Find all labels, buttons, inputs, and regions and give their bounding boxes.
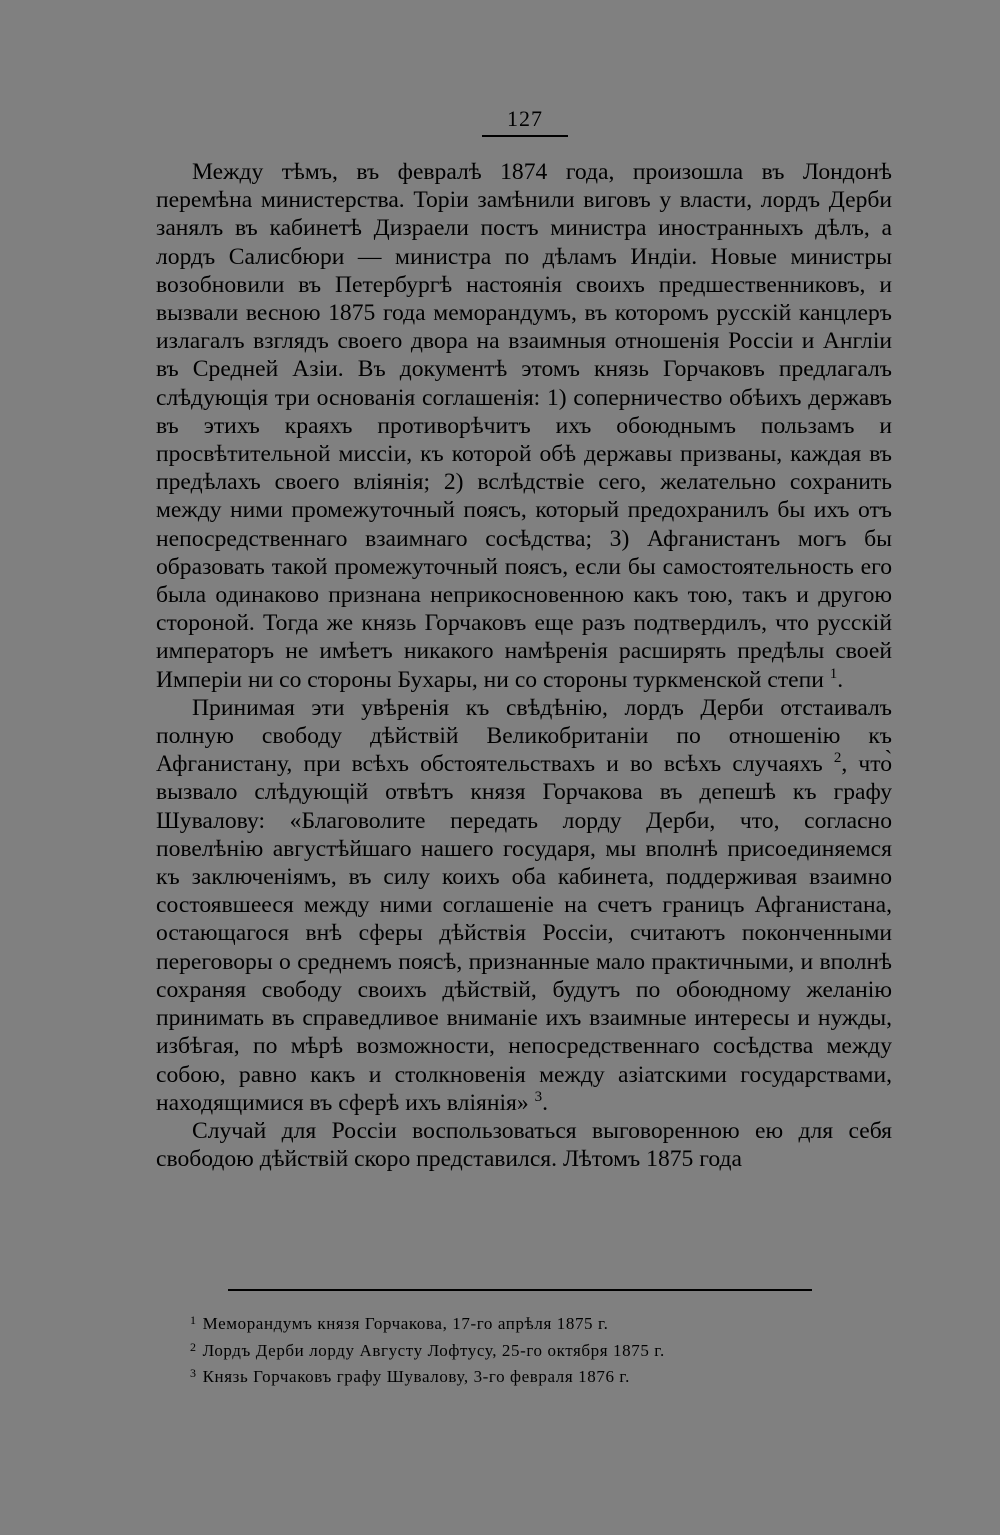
footnote-text: Лордъ Дерби лорду Августу Лофтусу, 25-го октября 1875 г. (202, 1340, 665, 1360)
paragraph-text: Случай для Россіи воспользоваться выговоренною ею для себя свободою дѣйствій скоро представился. Лѣтомъ 1875 года (156, 1117, 892, 1173)
page-number: 127 (507, 106, 543, 131)
paragraph (156, 694, 892, 1117)
paragraph (156, 158, 892, 694)
paragraph (156, 1117, 892, 1173)
paragraph-tail: . (837, 666, 844, 693)
footnotes (190, 1309, 850, 1389)
footnote-reference: 1 (829, 665, 838, 682)
footnote-reference: 3 (534, 1088, 543, 1105)
paragraph-text: Принимая эти увѣренія къ свѣдѣнію, лордъ Дерби отстаивалъ полную свободу дѣйствій Великобританіи по отношенію къ Афганистану, при всѣхъ обстоятельствахъ и во всѣхъ случаяхъ (156, 694, 892, 778)
footnote-separator (228, 1289, 812, 1291)
footnote-reference: 2 (833, 750, 842, 767)
footnote-text: Князь Горчаковъ графу Шувалову, 3-го февраля 1876 г. (202, 1367, 630, 1386)
footnote (190, 1336, 850, 1363)
paragraph-text-continued: , что̀ вызвало слѣдующій отвѣтъ князя Горчакова въ депешѣ къ графу Шувалову: «Благоволите передать лорду Дерби, что, согласно повелѣнію августѣйшаго нашего государя, мы вполнѣ присоединяемся къ заключеніямъ, въ силу коихъ оба кабинета, поддерживая взаимно состоявшееся между ними соглашеніе на счетъ границъ Афганистана, остающагося внѣ сферы дѣйствія Россіи, считаютъ поконченными переговоры о среднемъ поясѣ, признанные мало практичными, и вполнѣ сохраняя свободу своихъ дѣйствій, будутъ по обоюдному желанію принимать въ справедливое вниманіе ихъ взаимные интересы и нужды, избѣгая, по мѣрѣ возможности, непосредственнаго сосѣдства между собою, равно какъ и столкновенія между азіатскими государствами, находящимися въ сферѣ ихъ вліянія» (156, 751, 892, 1116)
main-text (156, 158, 892, 1173)
page-number-underline (482, 135, 568, 137)
footnote (190, 1362, 850, 1389)
footnote-mark: 2 (190, 1339, 197, 1354)
paragraph-end: . (542, 1089, 548, 1116)
footnote (190, 1309, 850, 1336)
footnote-mark: 3 (190, 1366, 197, 1380)
footnote-text: Меморандумъ князя Горчакова, 17-го апрѣля 1875 г. (202, 1314, 609, 1333)
paragraph-text: Между тѣмъ, въ февралѣ 1874 года, произошла въ Лондонѣ перемѣна министерства. Торіи замѣнили виговъ у власти, лордъ Дерби занялъ въ кабинетѣ Дизраели постъ министра иностранныхъ дѣлъ, а лордъ Салисбюри — министра по дѣламъ Индіи. Новые министры возобновили въ Петербургѣ настоянія своихъ предшественниковъ, и вызвали весною 1875 года меморандумъ, въ которомъ русскій канцлеръ излагалъ взглядъ своего двора на взаимныя отношенія Россіи и Англіи въ Средней Азіи. Въ документѣ этомъ князь Горчаковъ предлагалъ слѣдующія три основанія соглашенія: 1) соперничество обѣихъ державъ въ этихъ краяхъ противорѣчитъ ихъ обоюднымъ пользамъ и просвѣтительной миссіи, къ которой обѣ державы призваны, каждая въ предѣлахъ своего вліянія; 2) вслѣдствіе сего, желательно сохранить между ними промежуточный поясъ, который предохранилъ бы ихъ отъ непосредственнаго взаимнаго сосѣдства; 3) Афганистанъ могъ бы образовать такой промежуточный поясъ, если бы самостоятельность его была одинаково признана неприкосновенною какъ тою, такъ и другою стороной. Тогда же князь Горчаковъ еще разъ подтвердилъ, что русскій императоръ не имѣетъ никакого намѣренія расширять предѣлы своей Имперіи ни со стороны Бухары, ни со стороны туркменской степи (156, 159, 892, 693)
footnote-mark: 1 (190, 1313, 197, 1327)
